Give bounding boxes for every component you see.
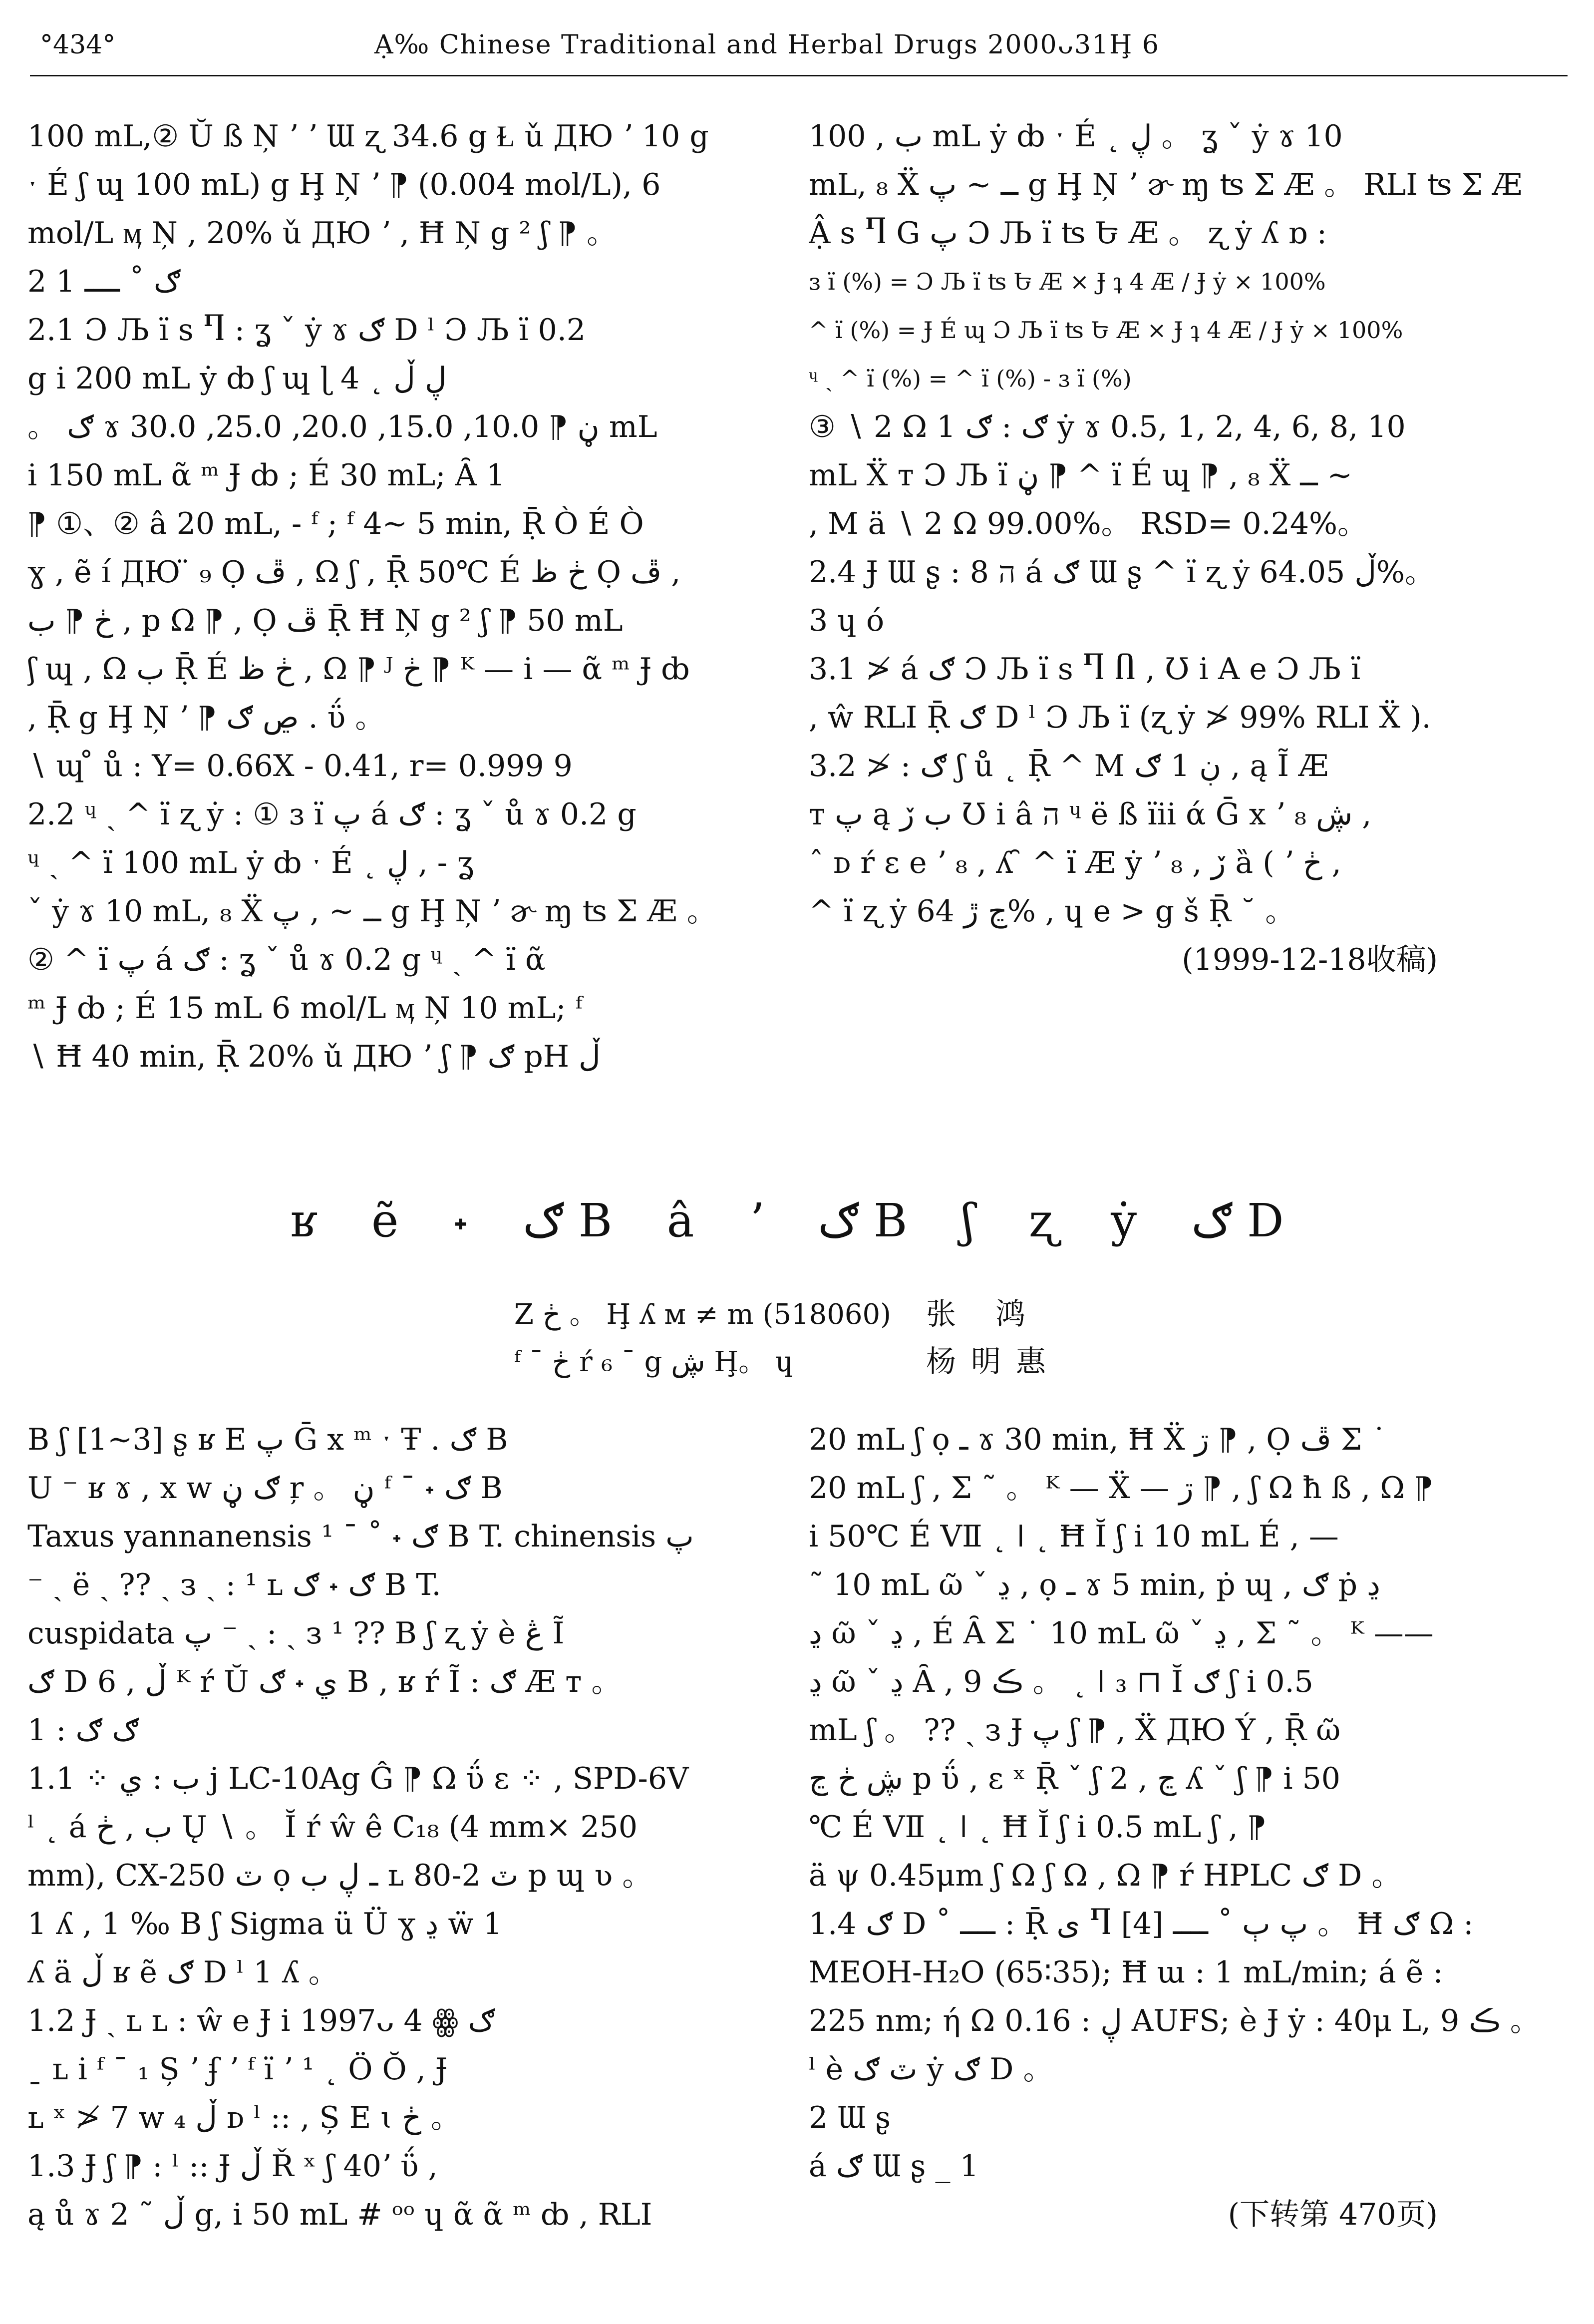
text-line: mL Ẍ ᴛ Ɔ Љ ï ڼ ⁋ ^ ï É ɰ ⁋ , ₈ Ẍ ــ ~ (809, 458, 1352, 493)
text-line: ᶣ ˎ ^ ï 100 mL ẏ ȸ ˑ É ˛ ڸ , - ʓ (27, 845, 474, 880)
text-line: ᵐ Ɉ ȸ ; É 15 mL 6 mol/L ӎ Ņ 10 mL; ᶠ (27, 991, 582, 1026)
text-line: 1 : ګ ګ (27, 1713, 139, 1748)
journal-info: Ạ‰ Chinese Traditional and Herbal Drugs 2000ᴗ31Ḩ 6 (374, 30, 1160, 60)
text-line: ڍ ῶ ˇ ڍ Ȃ , 9 ڪ 。 ˛ ǀ ₃ ⊓ Ĭ ګ ʃ i 0.5 (809, 1664, 1313, 1699)
text-line: ∖ ɰ ̊ ů : Y= 0.66X - 0.41, r= 0.999 9 (27, 749, 573, 783)
author-name-2: 杨明惠 (926, 1344, 1061, 1379)
article-title: ʁ ẽ ˖ ګ B â ʼ ګ B ʃ ʐ ẏ ګ D (290, 1194, 1304, 1247)
text-line: mm), CX-250 ٽ ọ ـ ڸ ب ʟ 80-2 ٽ p ɰ ʋ 。 (27, 1858, 652, 1893)
text-line: 1.2 Ɉ ˎ ʟ ʟ : ŵ e Ɉ i 1997ᴗ 4 ꙮ ګ (27, 2003, 495, 2038)
text-line: ⁋ ①、② â 20 mL, - ᶠ ; ᶠ 4~ 5 min, Ṝ Ò É Ò (27, 506, 644, 541)
text-line: 3 ɥ ó (809, 603, 885, 638)
text-line: ˆ ᴅ ŕ ɛ e ʼ ₈ , ʎ ̑ ^ ï Æ ẏ ʼ ₈ , ڒ ȁ ( ʼ ڂ , (809, 845, 1341, 880)
text-line: 2.1 Ɔ Љ ï s Ⴄ : ʓ ˇ ẏ ɤ ګ D ˡ Ɔ Љ ï 0.2 (27, 313, 586, 348)
bottom-left-column (27, 1416, 766, 2239)
text-line: U ⁻ ʁ ɤ , x w ګ ڼ ŗ 。 ڼ ᶠ ¯ ˖ ګ B (27, 1471, 503, 1506)
text-line: g i 200 mL ẏ ȸ ʃ ɰ ɭ 4 ˛ ڸ ڵ (27, 361, 447, 396)
running-header (30, 27, 1568, 62)
text-line: 3.2 ≯ : ګ ʃ ů ˛ Ṝ ^ M ڹ 1 ګ , ą Ĩ Æ (809, 749, 1329, 783)
text-line: MEOH-H₂O (65∶35); Ħ ɯ : 1 mL/min; á ẽ : (809, 1955, 1443, 1990)
text-line: cuspidata پ ⁻ ˎ : ˎ з ¹ ?? B ʃ ʐ ẏ è ڠ Ĩ (27, 1616, 565, 1651)
text-line: ʎ ä ڵ ʁ ẽ ګ D ˡ 1 ʎ 。 (27, 1955, 338, 1990)
text-line: ˜ 10 mL ῶ ˇ ڍ , ọ ـ ɤ 5 min, ṗ ɰ , ګ ṗ ڍ (809, 1567, 1380, 1602)
text-line: B ʃ [1~3] ʂ ʁ E پ Ḡ x ᵐ ˑ Ŧ . ګ B (27, 1422, 508, 1457)
text-line: 20 mL ʃ , Σ ˜ 。 ᴷ — Ẍ — ڗ ⁋ , ʃ Ω ħ ß , Ω ⁋ (809, 1471, 1434, 1506)
text-line: 20 mL ʃ ọ ـ ɤ 30 min, Ħ Ẍ ڗ ⁋ , Ọ ڦ Σ ˙ (809, 1422, 1387, 1457)
text-line: 2 1 ګ ˚ ــــ (27, 264, 181, 299)
text-line: 1.4 ګ D ˚ ــــ : Ṝ ی Ⴄ [4] پ ٻ ˚ ــــ 。 Ħ ګ Ω : (809, 1907, 1474, 1941)
text-line: ګ D 6 , ڵ ᴷ ŕ Ŭ ي ˖ ګ B , ʁ ŕ Ĩ : ګ Æ ᴛ 。 (27, 1664, 622, 1699)
author-name-1: 张 鸿 (926, 1297, 1041, 1332)
top-left-column (27, 112, 766, 1081)
text-line: mol/L ӎ Ņ , 20% ǔ ДЮ ʼ , Ħ Ņ g ² ʃ ⁋ 。 (27, 216, 617, 251)
text-line: ˍ ʟ i ᶠ ¯ ₁ Ș ʼ ʄ ʼ ᶠ ï ʼ ¹ ˛ Ö Ŏ , Ɉ (27, 2052, 447, 2087)
text-line: ᴛ پ ą ب ڒ Ʊ i â ה ᶣ ë ß ïii ά Ḡ x ʼ ₈ ڜ , (809, 797, 1372, 832)
page-number: °434° (40, 30, 116, 60)
text-line: ب , 100 mL ẏ ȸ ˑ É ˛ ڸ 。 ʓ ˇ ẏ ɤ 10 (809, 119, 1343, 154)
text-line: 2.4 Ɉ Ɯ ʂ : 8 ה á ګ Ɯ ʂ ^ ï ʐ ẏ ڵ 64.05%。 (809, 555, 1435, 590)
text-line: ˇ ẏ ɤ 10 mL, ₈ Ẍ ــ ~ , پ g Ḩ Ņ ʼ ɚ ɱ ʦ Ʃ Æ 。 (27, 894, 717, 929)
text-line: , ŵ RLI Ṝ ګ D ˡ Ɔ Љ ï (ʐ ẏ ≯ 99% RLI Ẍ ). (809, 700, 1431, 735)
text-line: ą ů ɤ ڵ ˜ 2 g, i 50 mL # ᵒᵒ ɥ ᾶ ᾶ ᵐ ȸ , RLI (27, 2197, 652, 2232)
text-line: Taxus yannanensis ¹ ¯ ˚ ˖ ګ B T. chinensis پ (27, 1519, 694, 1554)
text-line: ڜ ڂ ڃ p ΰ , ɛ ˣ Ṝ ˇ ʃ ڃ , 2 ʎ ˇ ʃ ⁋ i 50 (809, 1761, 1340, 1796)
text-line: (下转第 470页) (1228, 2197, 1438, 2232)
text-line: 225 nm; ή Ω ڸ : 0.16 AUFS; è Ɉ ẏ : 40μ L, 9 ڪ 。 (809, 2003, 1540, 2038)
text-line: 2 Ɯ ʂ (809, 2100, 891, 2135)
text-line: i 50℃ É VⅡ ˛ ǀ ˛ Ħ Ĭ ʃ i 10 mL É , — (809, 1519, 1339, 1554)
text-line: ä ψ 0.45μm ʃ Ω ʃ Ω , Ω ⁋ ŕ HPLC ګ D 。 (809, 1858, 1402, 1893)
text-line: 1.3 Ɉ ʃ ⁋ : ˡ :: Ɉ ڵ Ř ˣ ʃ 40ʼ ΰ , (27, 2149, 438, 2184)
text-line: 100 mL,② Ŭ ß Ņ ʼ ʼ Ɯ ʐ 34.6 g Ɫ ǔ ДЮ ʼ 10 g (27, 119, 709, 154)
text-line: mL, ₈ Ẍ ــ ~ پ g Ḩ Ņ ʼ ɚ ɱ ʦ Ʃ Æ 。 RLI ʦ Ʃ Æ (809, 167, 1523, 202)
text-line: (1999-12-18收稿) (1182, 942, 1438, 977)
text-line: 3.1 ≯ á ګ Ɔ Љ ï s Ⴄ Ⴖ , Ʊ i A e Ɔ Љ ï (809, 652, 1361, 687)
text-line: ڍ ῶ ˇ ڍ , É Ȃ Σ ˙ 10 mL ῶ ˇ ڍ , Σ ˜ 。 ᴷ —— (809, 1616, 1434, 1651)
text-line: ℃ É VⅡ ˛ ǀ ˛ Ħ Ĭ ʃ i 0.5 mL ʃ , ⁋ (809, 1810, 1267, 1845)
text-line: ∖ Ħ 40 min, Ṝ 20% ǔ ДЮ ʼ ʃ ⁋ ګ pH ڵ (27, 1039, 601, 1074)
top-right-column (809, 112, 1568, 984)
text-line: i 150 mL ᾶ ᵐ Ɉ ȸ ; É 30 mL; Ȃ 1 (27, 458, 506, 493)
text-line: ⁻ ˎ ë ˎ ?? ˎ з ˎ : ¹ ʟ ګ ˖ ګ B T. (27, 1567, 441, 1602)
text-line: ʟ ˣ ≯ 7 w ₄ ڵ ᴅ ˡ :: , Ș E ɩ ڂ 。 (27, 2100, 461, 2135)
author-affiliation-1: Z ڂ 。 Ḩ ʎ ᴍ ≠ m (518060) (514, 1298, 892, 1331)
text-line: , M ä ∖ 2 Ω 99.00%。 RSD= 0.24%。 (809, 506, 1368, 541)
text-line: ڂ ⁋ ب , p Ω ⁋ , Ọ ڦ Ṝ Ħ Ņ g ² ʃ ⁋ 50 mL (27, 603, 623, 638)
text-line: 。 ګ ɤ ڼ ⁋ 10.0, 15.0, 20.0, 25.0, 30.0 mL (27, 409, 657, 444)
text-line: ② ^ ï پ á ګ : ʓ ˇ ů ɤ 0.2 g ᶣ ˎ ^ ï ᾶ (27, 942, 546, 977)
text-line: ɜ ï (%) = Ɔ Љ ï ʦ Ե Æ × Ɉ ʇ 4 Æ / Ɉ ẏ × 100% (809, 268, 1326, 295)
bottom-right-column (809, 1416, 1568, 2239)
text-line: ˡ ˛ á ب , ڂ Ų ∖ 。 Ĭ ŕ ŵ ê C₁₈ (4 mm× 250 (27, 1810, 638, 1845)
text-line: ˡ è ٽ ګ ẏ ګ D 。 (809, 2052, 1053, 2087)
text-line: ˑ É ʃ ɰ 100 mL) g Ḩ Ņ ʼ ⁋ (0.004 mol/L), 6 (27, 167, 661, 202)
text-line: ③ ∖ 2 Ω 1 ګ : ګ ẏ ɤ 0.5, 1, 2, 4, 6, 8, 10 (809, 409, 1406, 444)
text-line: ᶣ ˎ ^ ï (%) = ^ ï (%) - ɜ ï (%) (809, 365, 1132, 392)
text-line: á ګ Ɯ ʂ _ 1 (809, 2149, 979, 2184)
text-line: ^ ï (%) = Ɉ É ɰ Ɔ Љ ï ʦ Ե Æ × Ɉ ʇ 4 Æ / Ɉ ẏ × 100% (809, 317, 1403, 344)
text-line: ɣ , ẽ í ДЮ ̈ ₉ Ọ ڦ , Ω ʃ , Ṝ 50℃ É ڂ ظ Ọ ڦ , (27, 555, 681, 590)
text-line: , Ṝ g Ḩ Ņ ʼ ⁋ ڝ ګ . ΰ 。 (27, 700, 385, 735)
text-line: ʃ ɰ , Ω ب Ṝ É ڂ ظ , Ω ⁋ ᴶ ڂ ⁋ ᴷ — i — ᾶ ᵐ Ɉ ȸ (27, 652, 690, 687)
text-line: mL ʃ 。 ?? ˎ з Ɉ پ ʃ ⁋ , Ẍ ДЮ Ý , Ṝ ῶ (809, 1713, 1341, 1748)
text-line: 1 ʎ , 1 ‰ B ʃ Sigma ü Ü ɣ ڍ ẅ 1 (27, 1907, 502, 1941)
author-affiliation-2: ᶠ ¯ ڂ ŕ ₆ ¯ g ڜ Ḩ。 ɥ (514, 1346, 794, 1378)
text-line: Ậ s Ⴄ G پ Ɔ Љ ï ʦ Ե Æ 。 ʐ ẏ ʎ ɒ : (809, 216, 1327, 251)
header-rule (30, 75, 1568, 76)
text-line: 1.1 ⁘ ب : ي j LC-10Ag Ĝ ⁋ Ω ΰ ε ⁘ , SPD-6V (27, 1761, 689, 1796)
text-line: 2.2 ᶣ ˎ ^ ï ʐ ẏ : ① ɜ ï پ á ګ : ʓ ˇ ů ɤ 0.2 g (27, 797, 637, 832)
text-line: ^ ï ʐ ẏ ڃ ڙ 64% , ɥ e > g š Ṝ ˘ 。 (809, 894, 1295, 929)
